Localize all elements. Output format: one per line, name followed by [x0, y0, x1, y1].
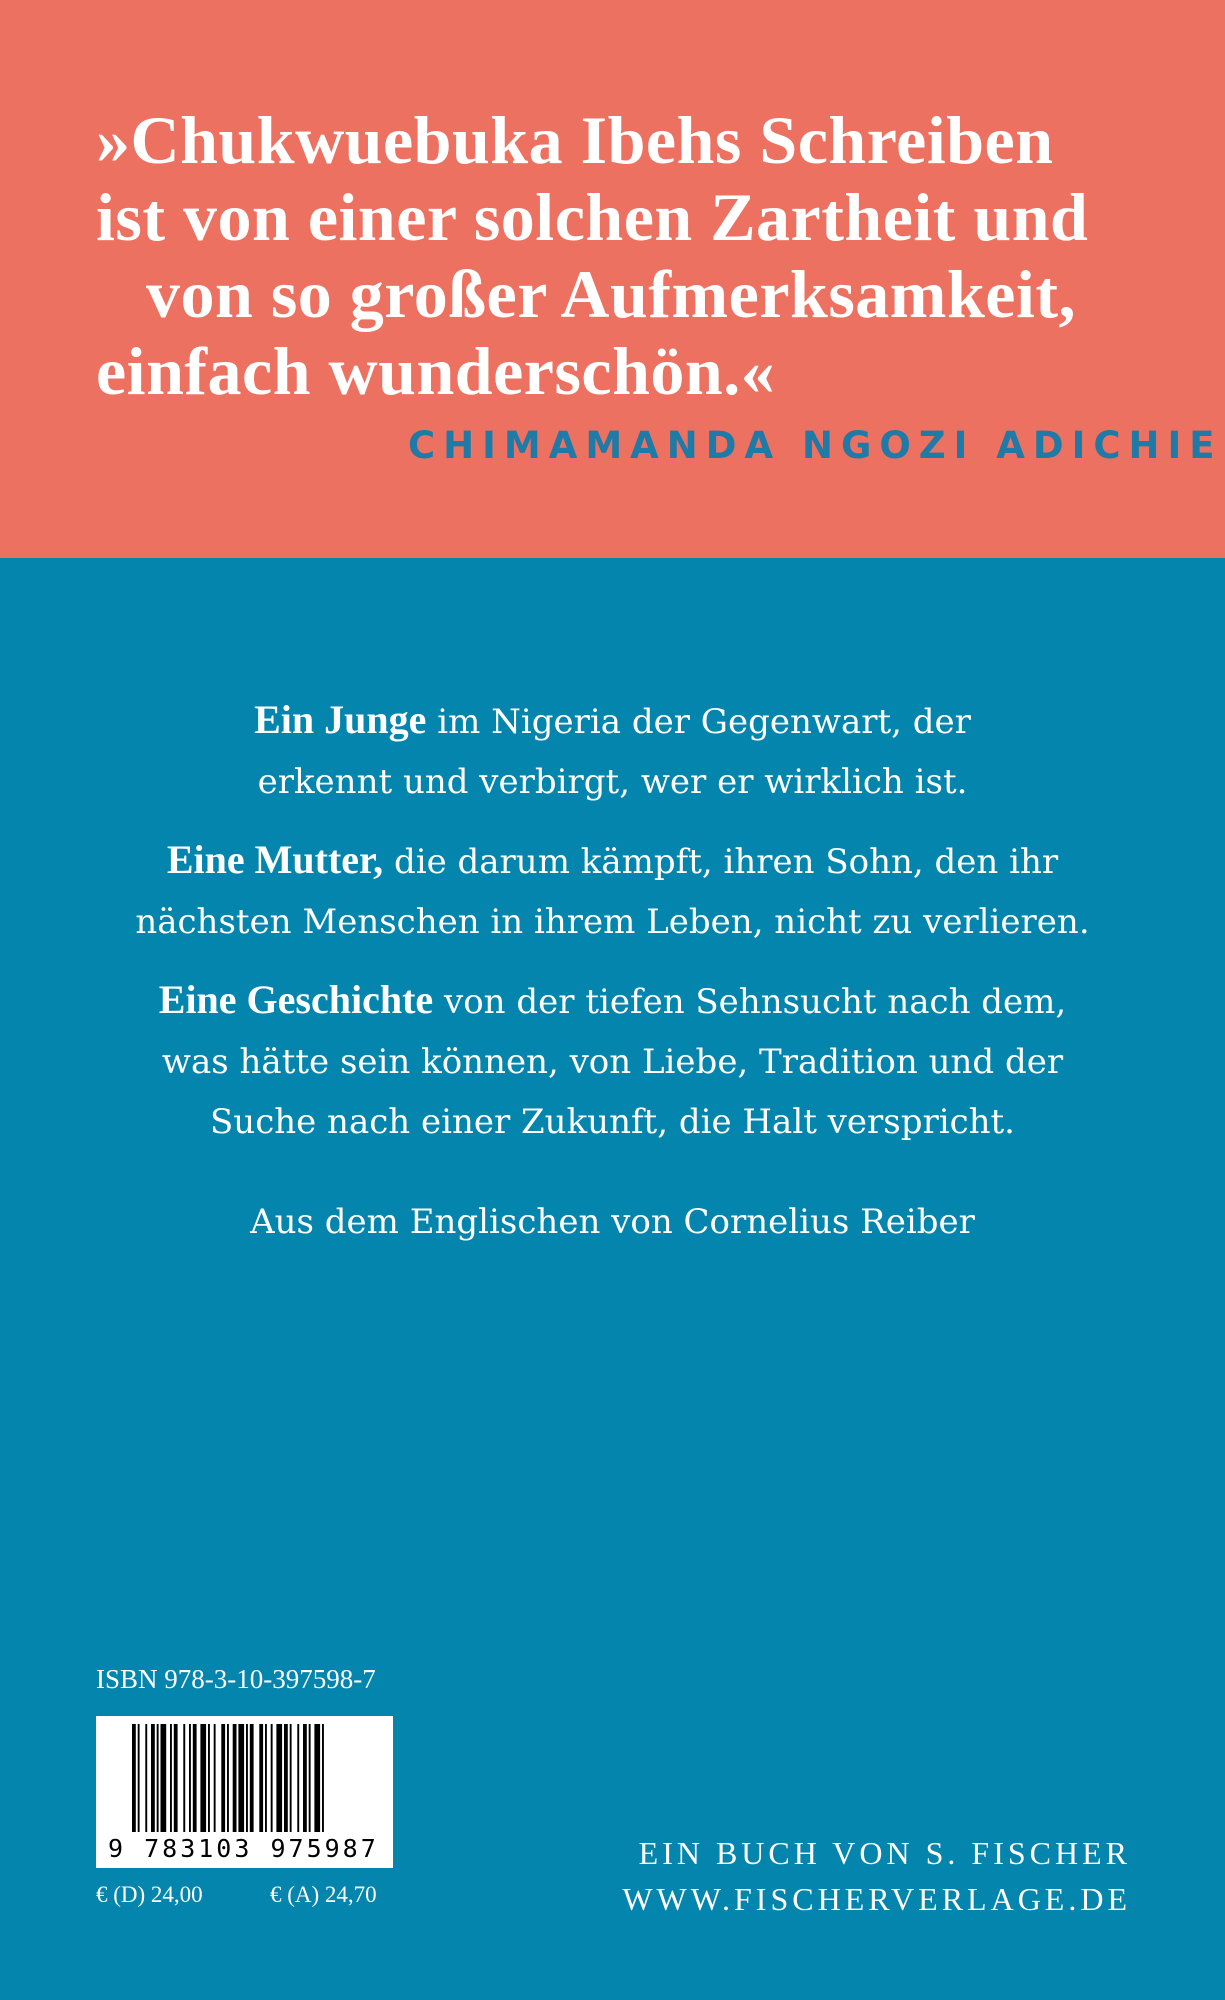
quote-line: einfach wunderschön.«	[96, 333, 776, 409]
barcode-bar	[265, 1724, 267, 1832]
barcode-bar	[284, 1724, 288, 1832]
blurb	[0, 690, 1225, 1270]
praise-quote	[96, 102, 1156, 410]
translator-credit: Aus dem Englischen von Cornelius Reiber	[250, 1202, 975, 1242]
barcode-bar	[138, 1724, 140, 1832]
barcode-bar	[221, 1724, 225, 1832]
publisher-website: WWW.FISCHERVERLAGE.DE	[622, 1881, 1131, 1917]
blurb-paragraph	[0, 970, 1225, 1152]
barcode-bar	[259, 1724, 263, 1832]
barcode-bar	[322, 1724, 324, 1832]
blurb-text: nächsten Menschen in ihrem Leben, nicht zu verlieren.	[135, 902, 1090, 942]
barcode-bar	[314, 1724, 320, 1832]
barcode-bar	[297, 1724, 299, 1832]
barcode-bar	[174, 1724, 178, 1832]
blurb-text: die darum kämpft, ihren Sohn, den ihr	[383, 842, 1059, 882]
barcode-bar	[238, 1724, 244, 1832]
quote-line: ist von einer solchen Zartheit und	[96, 179, 1089, 255]
barcode-bar	[170, 1724, 172, 1832]
blurb-paragraph	[0, 690, 1225, 812]
price-austria: € (A) 24,70	[270, 1882, 377, 1907]
blurb-lead: Eine Geschichte	[158, 977, 434, 1022]
barcode-bar	[303, 1724, 307, 1832]
quote-band	[0, 0, 1225, 558]
quote-author: CHIMAMANDA NGOZI ADICHIE	[408, 424, 1223, 467]
barcode-bar	[290, 1724, 292, 1832]
barcode-bar	[227, 1724, 229, 1832]
publisher-line: EIN BUCH VON S. FISCHER	[638, 1835, 1131, 1871]
barcode-bar	[309, 1724, 311, 1832]
barcode	[96, 1716, 393, 1868]
barcode-bar	[271, 1724, 273, 1832]
barcode-bar	[183, 1724, 185, 1832]
barcode-bar	[157, 1724, 159, 1832]
barcode-bar	[200, 1724, 206, 1832]
quote-line: von so großer Aufmerksamkeit,	[146, 256, 1076, 332]
barcode-bar	[151, 1724, 155, 1832]
barcode-digits: 9 783103 975987	[108, 1834, 379, 1863]
blurb-text: von der tiefen Sehnsucht nach dem,	[433, 982, 1067, 1022]
blurb-paragraph	[0, 830, 1225, 952]
barcode-bar	[189, 1724, 191, 1832]
publisher-info	[622, 1830, 1131, 1922]
barcode-bar	[208, 1724, 210, 1832]
price-germany: € (D) 24,00	[96, 1882, 203, 1907]
blurb-text: Suche nach einer Zukunft, die Halt verspricht.	[210, 1102, 1015, 1142]
barcode-bar	[276, 1724, 282, 1832]
blurb-lead: Ein Junge	[254, 697, 427, 742]
blurb-text: was hätte sein können, von Liebe, Tradition und der	[161, 1042, 1064, 1082]
barcode-bar	[145, 1724, 147, 1832]
isbn: ISBN 978-3-10-397598-7	[96, 1664, 376, 1694]
barcode-bar	[214, 1724, 216, 1832]
blurb-text: erkennt und verbirgt, wer er wirklich ist.	[257, 762, 968, 802]
barcode-bar	[193, 1724, 197, 1832]
barcode-bar	[250, 1724, 254, 1832]
blurb-lead: Eine Mutter,	[166, 837, 384, 882]
quote-line: »Chukwuebuka Ibehs Schreiben	[96, 102, 1054, 178]
barcode-bar	[246, 1724, 248, 1832]
barcode-bar	[233, 1724, 237, 1832]
blurb-text: im Nigeria der Gegenwart, der	[426, 702, 971, 742]
barcode-bar	[161, 1724, 167, 1832]
barcode-bar	[132, 1724, 136, 1832]
